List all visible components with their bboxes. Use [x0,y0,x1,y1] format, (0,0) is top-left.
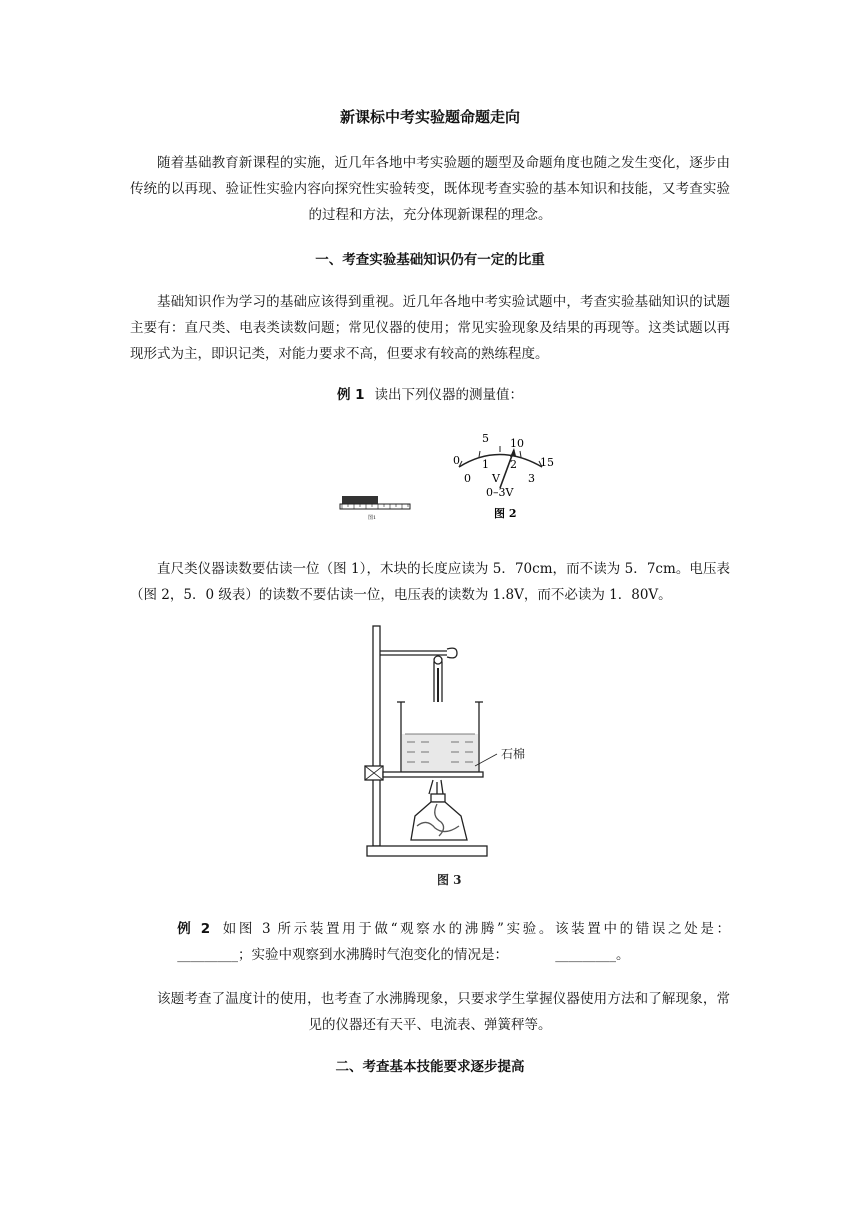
example-2-text-a: 如图 3 所示装置用于做“观察水的沸腾”实验。该装置中的错误之处是： [220,921,730,937]
asbestos-label: 石棉 [501,747,526,761]
figure-2-caption: 图 2 [494,507,517,520]
voltmeter-image [444,430,564,525]
example-2-label: 例 2 [177,921,211,937]
scale-bottom-2: 2 [510,458,517,471]
boiling-apparatus-image [355,622,555,892]
stand-base [367,846,487,856]
figure-3-caption: 图 3 [437,873,462,887]
water [402,734,478,771]
example-2-text-b: ；实验中观察到水沸腾时气泡变化的情况是： [238,947,508,963]
example-2-blank-1[interactable]: _________ [177,947,238,963]
analysis-paragraph: 该题考查了温度计的使用，也考查了水沸腾现象，只要求学生掌握仪器使用方法和了解现象，常见的仪器还有天平、电流表、弹簧秤等。 [157,991,730,1033]
figure-3-apparatus [355,622,555,892]
asbestos-gauze [383,772,483,777]
scale-bottom-3: 3 [528,472,535,485]
lamp-cap [431,794,445,802]
section-1-paragraph: 基础知识作为学习的基础应该得到重视。近几年各地中考实验试题中，考查实验基础知识的试题主要有：直尺类、电表类读数问题；常见仪器的使用；常见实验现象及结果的再现等。这类试题以再现形式为主，即识记类，对能力要求不高，但要求有较高的熟练程度。 [130,294,730,362]
intro-paragraph: 随着基础教育新课程的实施，近几年各地中考实验题的题型及命题角度也随之发生变化，逐步由传统的以再现、验证性实验内容向探究性实验转变，既体现考查实验的基本知识和技能，又考查实验的过程和方法，充分体现新课程的理念。 [130,155,730,223]
ruler-body [340,504,410,509]
document-title: 新课标中考实验题命题走向 [339,108,520,126]
example-2-paragraph [130,916,730,968]
example-1-label: 例 1 [336,387,365,403]
scale-top-10: 10 [510,437,524,450]
section-1-heading: 一、考查实验基础知识仍有一定的比重 [315,252,545,268]
example-1 [0,383,860,403]
voltmeter-arc [459,455,542,468]
scale-top-15: 15 [540,456,554,469]
wood-block [342,496,378,504]
scale-top-0: 0 [453,454,460,467]
example-2-blank-2[interactable]: _________ [555,947,616,963]
voltmeter-unit: V [492,472,500,485]
scale-bottom-0: 0 [464,472,471,485]
figure-1-caption: 图1 [368,515,377,521]
stand-rod [373,626,380,846]
figure-1-ruler [338,492,412,522]
clamp-head [447,648,457,658]
example-1-text: 读出下列仪器的测量值： [374,387,524,403]
scale-top-5: 5 [482,432,489,445]
explanation-paragraph: 直尺类仪器读数要估读一位（图 1），木块的长度应读为 5．70cm，而不读为 5．7cm。电压表（图 2，5．0 级表）的读数不要估读一位，电压表的读数为 1.8V，而不必读为 1．80V。 [130,561,730,603]
scale-bottom-1: 1 [482,458,489,471]
example-2-text-c: 。 [616,947,630,963]
flame [429,780,443,794]
section-2-heading: 二、考查基本技能要求逐步提高 [335,1059,525,1075]
ruler-image [338,492,412,522]
voltmeter-range: 0–3V [486,486,514,499]
figure-2-voltmeter [444,430,564,525]
